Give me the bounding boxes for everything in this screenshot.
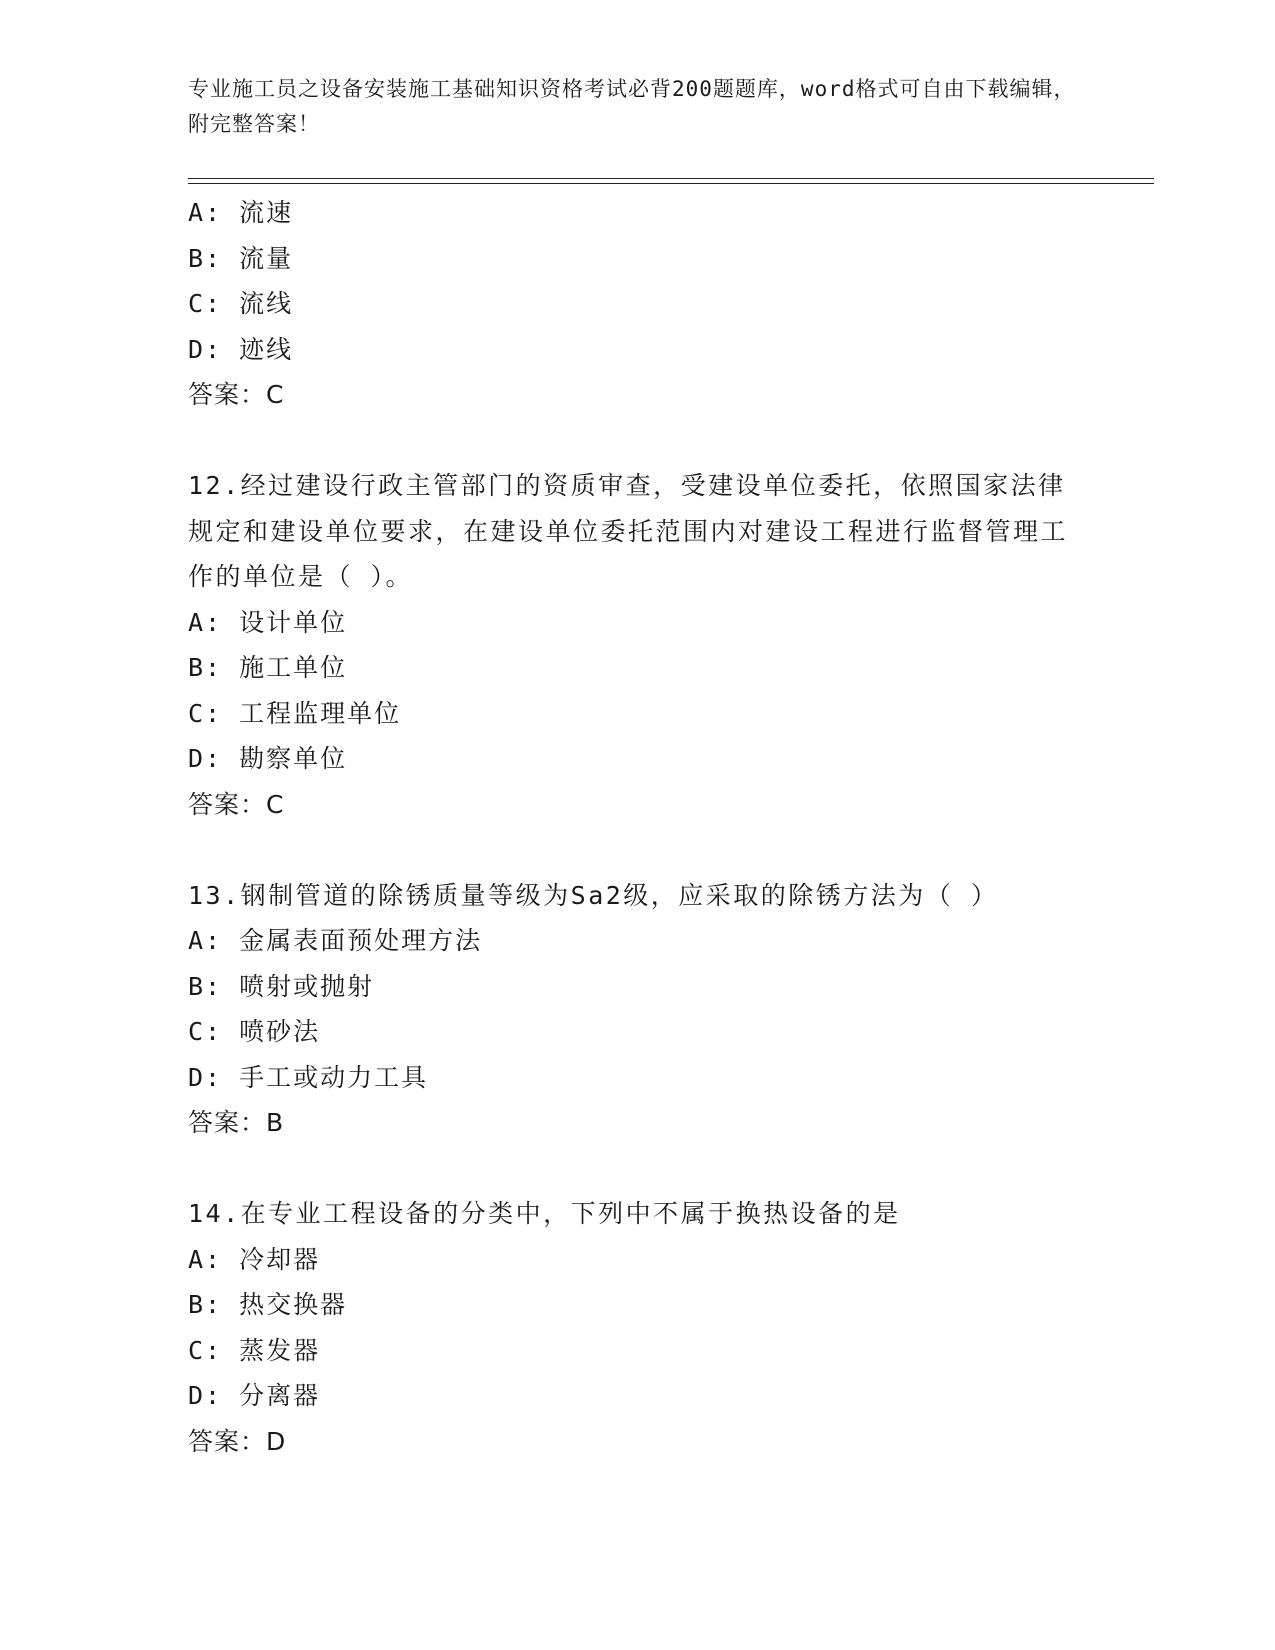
document-header: 专业施工员之设备安装施工基础知识资格考试必背200题题库，word格式可自由下载编辑，附完整答案！	[188, 77, 1076, 136]
option-a: A: 冷却器	[188, 1244, 321, 1274]
question-14	[188, 1191, 1088, 1464]
question-list	[188, 190, 1088, 1464]
option-d: D: 手工或动力工具	[188, 1062, 429, 1092]
option-c: C: 喷砂法	[188, 1017, 321, 1046]
question-text: 12.经过建设行政主管部门的资质审查，受建设单位委托，依照国家法律规定和建设单位要求，在建设单位委托范围内对建设工程进行监督管理工作的单位是（ ）。	[188, 471, 1069, 591]
answer-line: 答案：D	[188, 1426, 287, 1456]
answer-line: 答案：B	[188, 1108, 285, 1137]
previous-question-block	[188, 190, 1088, 418]
option-b: B: 喷射或抛射	[188, 971, 375, 1001]
option-b: B: 施工单位	[188, 653, 348, 682]
answer-line: 答案：C	[188, 380, 285, 409]
option-d: D: 勘察单位	[188, 744, 348, 773]
question-12	[188, 463, 1088, 827]
header-rule-top	[188, 178, 1154, 179]
option-a: A: 金属表面预处理方法	[188, 926, 483, 955]
option-a: A: 流速	[188, 198, 294, 227]
answer-line: 答案：C	[188, 789, 285, 819]
question-text: 13.钢制管道的除锈质量等级为Sa2级，应采取的除锈方法为（ ）	[188, 880, 999, 910]
option-c: C: 蒸发器	[188, 1335, 321, 1365]
option-d: D: 分离器	[188, 1381, 321, 1410]
option-c: C: 工程监理单位	[188, 698, 402, 728]
option-b: B: 流量	[188, 243, 294, 273]
question-13	[188, 873, 1088, 1146]
option-a: A: 设计单位	[188, 607, 348, 637]
option-d: D: 迹线	[188, 334, 294, 364]
option-b: B: 热交换器	[188, 1290, 348, 1319]
header-rule-bottom	[188, 183, 1154, 184]
question-text: 14.在专业工程设备的分类中，下列中不属于换热设备的是	[188, 1199, 901, 1228]
option-c: C: 流线	[188, 289, 294, 318]
